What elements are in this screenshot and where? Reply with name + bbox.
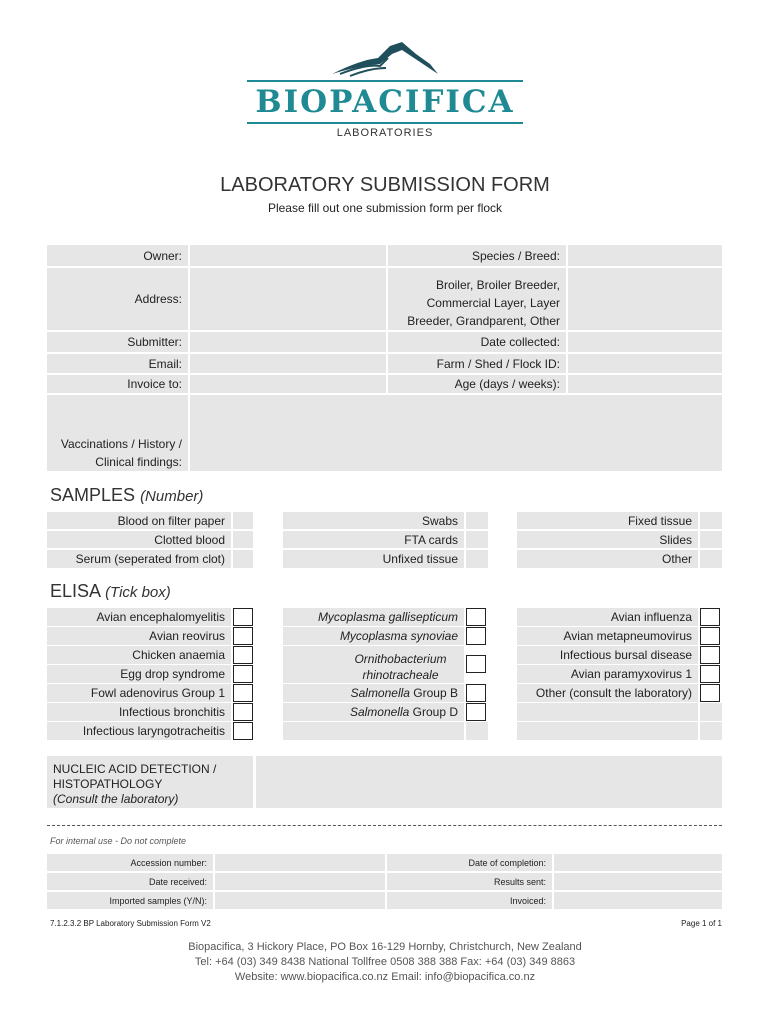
accession-label: Accession number: bbox=[47, 854, 213, 871]
footer-web: Website: www.biopacifica.co.nz Email: info@biopacifica.co.nz bbox=[234, 971, 536, 983]
elisa-ilt: Infectious laryngotracheitis bbox=[47, 722, 231, 740]
vaccinations-line1: Vaccinations / History / bbox=[60, 437, 182, 451]
elisa-reovirus-checkbox[interactable] bbox=[233, 627, 253, 645]
elisa-hint: (Tick box) bbox=[105, 584, 171, 601]
salmonella-b-group: Group B bbox=[409, 686, 458, 700]
form-code: 7.1.2.3.2 BP Laboratory Submission Form V2 bbox=[50, 919, 211, 928]
elisa-other: Other (consult the laboratory) bbox=[517, 684, 698, 702]
elisa-other-checkbox[interactable] bbox=[700, 684, 720, 702]
elisa-eds-checkbox[interactable] bbox=[233, 665, 253, 683]
elisa-ibd-checkbox[interactable] bbox=[700, 646, 720, 664]
internal-note: For internal use - Do not complete bbox=[50, 836, 187, 846]
elisa-ort-line2: rhinotracheale bbox=[362, 668, 439, 682]
address-label: Address: bbox=[47, 268, 188, 330]
sample-swabs-count[interactable] bbox=[466, 512, 488, 529]
samples-title: SAMPLES bbox=[50, 485, 136, 505]
sample-serum-count[interactable] bbox=[233, 550, 253, 568]
date-collected-field[interactable] bbox=[568, 332, 722, 352]
logo-rule-top bbox=[247, 80, 523, 82]
invoiced-field[interactable] bbox=[554, 892, 722, 909]
elisa-ms-checkbox[interactable] bbox=[466, 627, 486, 645]
breed-line3: Breeder, Grandparent, Other bbox=[407, 314, 560, 328]
breed-hint bbox=[388, 268, 566, 330]
elisa-empty-cell bbox=[466, 722, 488, 740]
footer-address: Biopacifica, 3 Hickory Place, PO Box 16-129 Hornby, Christchurch, New Zealand bbox=[188, 941, 582, 953]
page-number: Page 1 of 1 bbox=[681, 919, 722, 928]
age-field[interactable] bbox=[568, 375, 722, 393]
sample-slides-count[interactable] bbox=[700, 531, 722, 548]
elisa-cav: Chicken anaemia bbox=[47, 646, 231, 664]
sample-unfixed-count[interactable] bbox=[466, 550, 488, 568]
elisa-empty-cell bbox=[700, 703, 722, 721]
elisa-ort-checkbox[interactable] bbox=[466, 655, 486, 673]
elisa-ib-checkbox[interactable] bbox=[233, 703, 253, 721]
imported-field[interactable] bbox=[215, 892, 385, 909]
completion-label: Date of completion: bbox=[387, 854, 552, 871]
logo-name: BIOPACIFICA bbox=[255, 84, 515, 120]
breed-line2: Commercial Layer, Layer bbox=[426, 296, 560, 310]
elisa-cav-checkbox[interactable] bbox=[233, 646, 253, 664]
elisa-ort bbox=[283, 646, 464, 683]
completion-field[interactable] bbox=[554, 854, 722, 871]
invoice-field[interactable] bbox=[190, 375, 386, 393]
sample-blood-filter-count[interactable] bbox=[233, 512, 253, 529]
elisa-fadv-checkbox[interactable] bbox=[233, 684, 253, 702]
mountain-logo-icon bbox=[330, 40, 440, 78]
page-title: LABORATORY SUBMISSION FORM bbox=[220, 174, 550, 196]
elisa-ilt-checkbox[interactable] bbox=[233, 722, 253, 740]
submitter-field[interactable] bbox=[190, 332, 386, 352]
nucleic-line2: HISTOPATHOLOGY bbox=[53, 777, 163, 791]
elisa-ibd: Infectious bursal disease bbox=[517, 646, 698, 664]
elisa-salmonella-d bbox=[283, 703, 464, 721]
sample-fta-count[interactable] bbox=[466, 531, 488, 548]
sample-swabs: Swabs bbox=[283, 512, 464, 529]
nucleic-field[interactable] bbox=[256, 756, 722, 808]
breed-line1: Broiler, Broiler Breeder, bbox=[435, 278, 560, 292]
footer-phone: Tel: +64 (03) 349 8438 National Tollfree 0508 388 388 Fax: +64 (03) 349 8863 bbox=[194, 956, 576, 968]
email-field[interactable] bbox=[190, 354, 386, 373]
elisa-ai: Avian influenza bbox=[517, 608, 698, 626]
invoice-label: Invoice to: bbox=[47, 375, 188, 393]
salmonella-b-genus: Salmonella bbox=[350, 686, 410, 700]
elisa-empty-cell bbox=[517, 722, 698, 740]
owner-field[interactable] bbox=[190, 245, 386, 266]
elisa-ae-checkbox[interactable] bbox=[233, 608, 253, 626]
sample-slides: Slides bbox=[517, 531, 698, 548]
elisa-ampv: Avian metapneumovirus bbox=[517, 627, 698, 645]
elisa-salmonella-b-checkbox[interactable] bbox=[466, 684, 486, 702]
sample-fixed-count[interactable] bbox=[700, 512, 722, 529]
species-field[interactable] bbox=[568, 245, 722, 266]
email-label: Email: bbox=[47, 354, 188, 373]
elisa-ae: Avian encephalomyelitis bbox=[47, 608, 231, 626]
imported-label: Imported samples (Y/N): bbox=[47, 892, 213, 909]
sample-serum: Serum (seperated from clot) bbox=[47, 550, 231, 568]
elisa-salmonella-b bbox=[283, 684, 464, 702]
nucleic-line1: NUCLEIC ACID DETECTION / bbox=[53, 762, 217, 776]
elisa-heading bbox=[50, 581, 171, 602]
elisa-ai-checkbox[interactable] bbox=[700, 608, 720, 626]
invoiced-label: Invoiced: bbox=[387, 892, 552, 909]
sample-other: Other bbox=[517, 550, 698, 568]
date-collected-label: Date collected: bbox=[388, 332, 566, 352]
elisa-empty-cell bbox=[700, 722, 722, 740]
samples-heading bbox=[50, 485, 203, 506]
samples-hint: (Number) bbox=[140, 488, 204, 505]
elisa-apmv-checkbox[interactable] bbox=[700, 665, 720, 683]
elisa-empty-cell bbox=[283, 722, 464, 740]
nucleic-label bbox=[47, 756, 253, 808]
elisa-mg-checkbox[interactable] bbox=[466, 608, 486, 626]
elisa-fadv: Fowl adenovirus Group 1 bbox=[47, 684, 231, 702]
elisa-ampv-checkbox[interactable] bbox=[700, 627, 720, 645]
elisa-mg: Mycoplasma gallisepticum bbox=[283, 608, 464, 626]
elisa-ort-line1: Ornithobacterium bbox=[354, 652, 447, 666]
farm-label: Farm / Shed / Flock ID: bbox=[388, 354, 566, 373]
vaccinations-label bbox=[47, 395, 188, 471]
elisa-salmonella-d-checkbox[interactable] bbox=[466, 703, 486, 721]
elisa-apmv: Avian paramyxovirus 1 bbox=[517, 665, 698, 683]
elisa-empty-cell bbox=[517, 703, 698, 721]
elisa-title: ELISA bbox=[50, 581, 101, 601]
address-field[interactable] bbox=[190, 268, 386, 330]
submitter-label: Submitter: bbox=[47, 332, 188, 352]
elisa-ib: Infectious bronchitis bbox=[47, 703, 231, 721]
sample-fixed: Fixed tissue bbox=[517, 512, 698, 529]
received-label: Date received: bbox=[47, 873, 213, 890]
divider bbox=[47, 825, 722, 826]
page-subtitle: Please fill out one submission form per flock bbox=[267, 201, 503, 215]
age-label: Age (days / weeks): bbox=[388, 375, 566, 393]
elisa-ms: Mycoplasma synoviae bbox=[283, 627, 464, 645]
elisa-reovirus: Avian reovirus bbox=[47, 627, 231, 645]
sample-clotted-blood: Clotted blood bbox=[47, 531, 231, 548]
elisa-eds: Egg drop syndrome bbox=[47, 665, 231, 683]
accession-field[interactable] bbox=[215, 854, 385, 871]
sample-other-count[interactable] bbox=[700, 550, 722, 568]
farm-field[interactable] bbox=[568, 354, 722, 373]
received-field[interactable] bbox=[215, 873, 385, 890]
footer-contact bbox=[0, 940, 770, 985]
logo-rule-bottom bbox=[247, 122, 523, 124]
sample-blood-filter: Blood on filter paper bbox=[47, 512, 231, 529]
vaccinations-line2: Clinical findings: bbox=[95, 455, 182, 469]
sample-unfixed: Unfixed tissue bbox=[283, 550, 464, 568]
results-field[interactable] bbox=[554, 873, 722, 890]
logo-sub: LABORATORIES bbox=[336, 127, 434, 139]
species-label: Species / Breed: bbox=[388, 245, 566, 266]
nucleic-line3: (Consult the laboratory) bbox=[53, 792, 179, 806]
results-label: Results sent: bbox=[387, 873, 552, 890]
breed-field[interactable] bbox=[568, 268, 722, 330]
vaccinations-field[interactable] bbox=[190, 395, 722, 471]
owner-label: Owner: bbox=[47, 245, 188, 266]
salmonella-d-group: Group D bbox=[409, 705, 458, 719]
sample-fta: FTA cards bbox=[283, 531, 464, 548]
salmonella-d-genus: Salmonella bbox=[349, 705, 410, 719]
sample-clotted-blood-count[interactable] bbox=[233, 531, 253, 548]
